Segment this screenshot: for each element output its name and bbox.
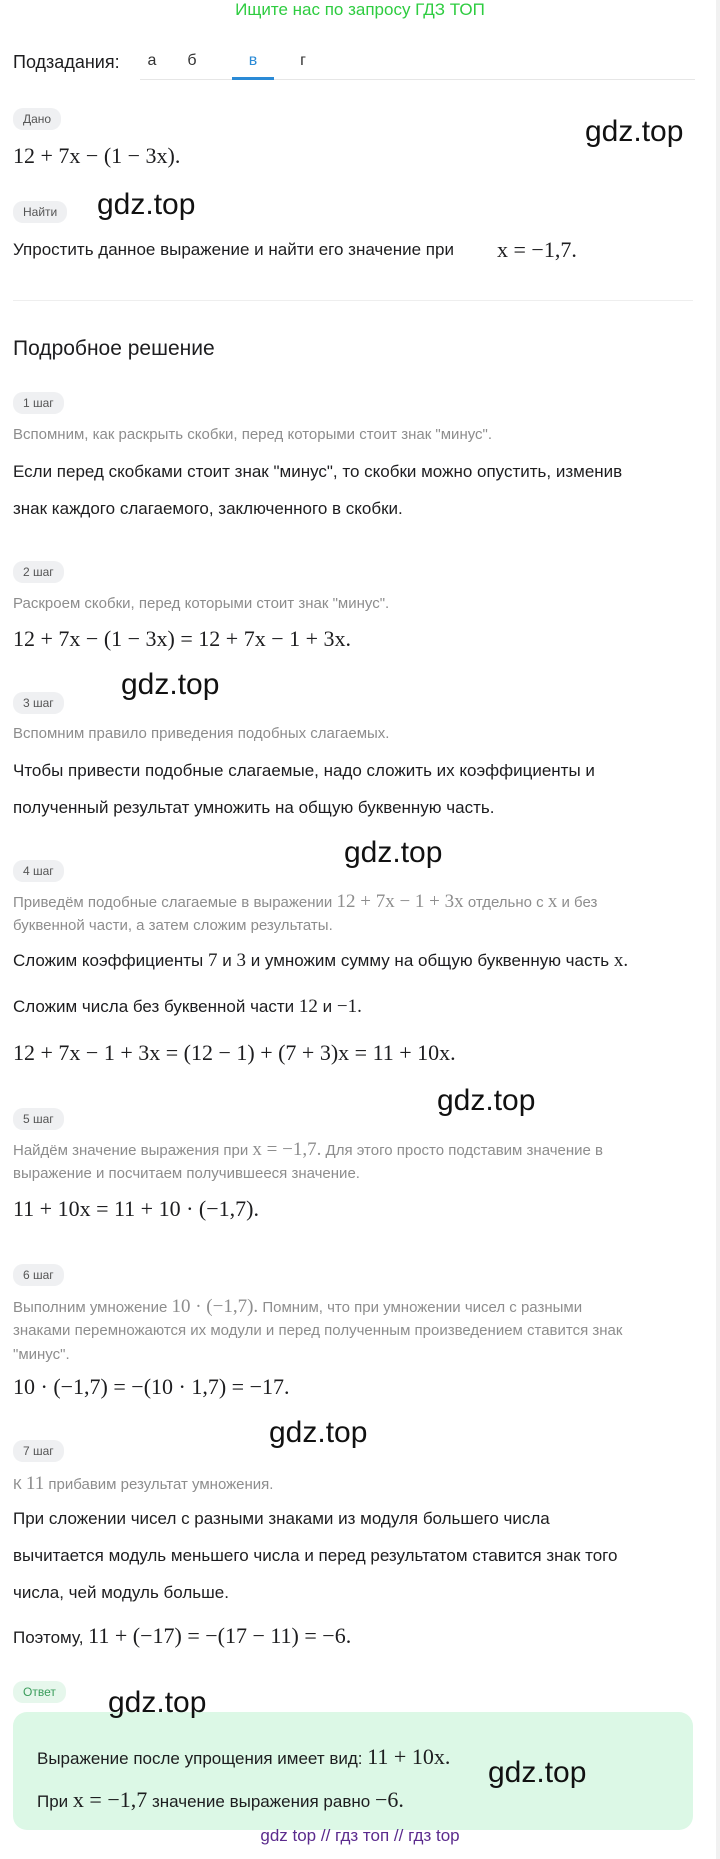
step-4-hint-text: отдельно с [467, 894, 544, 911]
step-5-hint-expression: x = −1,7. [252, 1139, 322, 1160]
step-2-badge: 2 шаг [13, 561, 64, 583]
step-6-badge: 6 шаг [13, 1264, 64, 1286]
tab-b[interactable]: б [187, 52, 197, 69]
step-4-text: Сложим коэффициенты [13, 951, 204, 970]
step-4-number: 3 [236, 950, 246, 971]
step-4-badge: 4 шаг [13, 860, 64, 882]
step-5-hint-text: Найдём значение выражения при [13, 1142, 249, 1159]
answer-line-1 [37, 1744, 450, 1770]
top-search-link[interactable]: Ищите нас по запросу ГДЗ ТОП [235, 0, 485, 19]
find-badge: Найти [13, 201, 67, 223]
step-6-hint-expression: 10 · (−1,7). [171, 1296, 259, 1317]
step-6-hint-line-2: знаками перемножаются их модули и перед полученным произведением ставится знак [13, 1322, 623, 1339]
answer-expression: 11 + 10x. [367, 1744, 451, 1769]
step-7-conclusion-text: Поэтому, [13, 1628, 84, 1647]
answer-text: Выражение после упрощения имеет вид: [37, 1749, 363, 1768]
watermark: gdz.top [488, 1756, 587, 1789]
step-4-number: −1. [336, 996, 362, 1017]
step-1-hint: Вспомним, как раскрыть скобки, перед которыми стоит знак "минус". [13, 426, 493, 443]
answer-line-2 [37, 1787, 404, 1813]
given-badge: Дано [13, 108, 61, 130]
step-6-hint-text: Выполним умножение [13, 1299, 168, 1316]
step-4-line-2 [13, 996, 362, 1018]
tab-v[interactable]: в [248, 52, 258, 69]
step-4-hint-text: Приведём подобные слагаемые в выражении [13, 894, 333, 911]
step-7-conclusion [13, 1623, 351, 1649]
step-4-number: 12 [298, 996, 318, 1017]
step-1-line-1: Если перед скобками стоит знак "минус", то скобки можно опустить, изменив [13, 462, 623, 481]
tab-g[interactable]: г [300, 52, 306, 69]
step-4-line-1 [13, 950, 628, 972]
step-4-hint-line-2: буквенной части, а затем сложим результаты. [13, 917, 333, 934]
find-expression: x = −1,7. [497, 237, 577, 262]
step-7-hint [13, 1472, 273, 1497]
answer-value: −6. [374, 1787, 404, 1812]
step-6-hint-line-1 [13, 1295, 582, 1320]
step-5-hint-line-2: выражение и посчитаем получившееся значение. [13, 1165, 360, 1182]
step-1-line-2: знак каждого слагаемого, заключенного в скобки. [13, 499, 403, 518]
step-3-line-1: Чтобы привести подобные слагаемые, надо сложить их коэффициенты и [13, 761, 595, 780]
watermark: gdz.top [585, 115, 684, 148]
watermark: gdz.top [108, 1686, 207, 1719]
step-6-hint-text: Помним, что при умножении чисел с разными [262, 1299, 583, 1316]
link-separator: // [393, 1826, 404, 1845]
bottom-link[interactable]: gdz top [260, 1826, 317, 1845]
step-4-text: и [322, 997, 333, 1016]
step-7-line-2: вычитается модуль меньшего числа и перед результатом ставится знак того [13, 1546, 618, 1565]
answer-badge: Ответ [13, 1681, 66, 1703]
step-4-expression: 12 + 7x − 1 + 3x = (12 − 1) + (7 + 3)x = 11 + 10x. [13, 1040, 456, 1065]
step-7-hint-text: прибавим результат умножения. [48, 1476, 274, 1493]
step-7-badge: 7 шаг [13, 1440, 64, 1462]
step-4-text: и умножим сумму на общую буквенную часть [250, 951, 610, 970]
bottom-links [0, 1826, 720, 1846]
subtasks-label: Подзадания: [13, 52, 120, 72]
answer-text: При [37, 1792, 69, 1811]
watermark: gdz.top [437, 1084, 536, 1117]
step-4-number: 7 [207, 950, 218, 971]
answer-expression: x = −1,7 [72, 1787, 148, 1812]
step-7-hint-number: 11 [25, 1473, 45, 1494]
step-4-text: Сложим числа без буквенной части [13, 997, 295, 1016]
watermark: gdz.top [97, 188, 196, 221]
step-5-badge: 5 шаг [13, 1108, 64, 1130]
step-7-conclusion-expression: 11 + (−17) = −(17 − 11) = −6. [88, 1623, 352, 1648]
step-4-hint-variable: x [547, 891, 558, 912]
bottom-link[interactable]: гдз топ [335, 1826, 390, 1845]
solution-title: Подробное решение [13, 337, 215, 360]
step-1-badge: 1 шаг [13, 392, 64, 414]
step-4-hint-line-1 [13, 890, 597, 915]
step-3-line-2: полученный результат умножить на общую буквенную часть. [13, 798, 495, 817]
link-separator: // [320, 1826, 331, 1845]
step-6-hint-line-3: "минус". [13, 1346, 70, 1363]
tab-a[interactable]: а [147, 52, 157, 69]
active-tab-indicator [232, 77, 274, 80]
given-expression: 12 + 7x − (1 − 3x). [13, 143, 181, 168]
bottom-link[interactable]: гдз top [408, 1826, 460, 1845]
watermark: gdz.top [121, 668, 220, 701]
tabs-divider [140, 79, 695, 80]
step-6-expression: 10 · (−1,7) = −(10 · 1,7) = −17. [13, 1374, 290, 1399]
step-5-hint-text: Для этого просто подставим значение в [325, 1142, 604, 1159]
watermark: gdz.top [269, 1416, 368, 1449]
step-7-hint-text: К [13, 1476, 22, 1493]
step-2-hint: Раскроем скобки, перед которыми стоит знак "минус". [13, 595, 390, 612]
watermark: gdz.top [344, 836, 443, 869]
step-5-hint-line-1 [13, 1138, 603, 1163]
scrollbar[interactable] [716, 0, 720, 1859]
divider [13, 300, 693, 301]
step-4-variable: x. [613, 950, 629, 971]
step-4-text: и [222, 951, 232, 970]
step-3-badge: 3 шаг [13, 692, 64, 714]
step-7-line-3: числа, чей модуль больше. [13, 1583, 229, 1602]
step-5-expression: 11 + 10x = 11 + 10 · (−1,7). [13, 1196, 259, 1221]
find-text: Упростить данное выражение и найти его значение при [13, 240, 454, 259]
step-2-expression: 12 + 7x − (1 − 3x) = 12 + 7x − 1 + 3x. [13, 626, 352, 651]
step-4-hint-text: и без [561, 894, 598, 911]
step-3-hint: Вспомним правило приведения подобных слагаемых. [13, 725, 390, 742]
step-4-hint-expression: 12 + 7x − 1 + 3x [336, 891, 464, 912]
step-7-line-1: При сложении чисел с разными знаками из модуля большего числа [13, 1509, 550, 1528]
answer-text: значение выражения равно [151, 1792, 371, 1811]
